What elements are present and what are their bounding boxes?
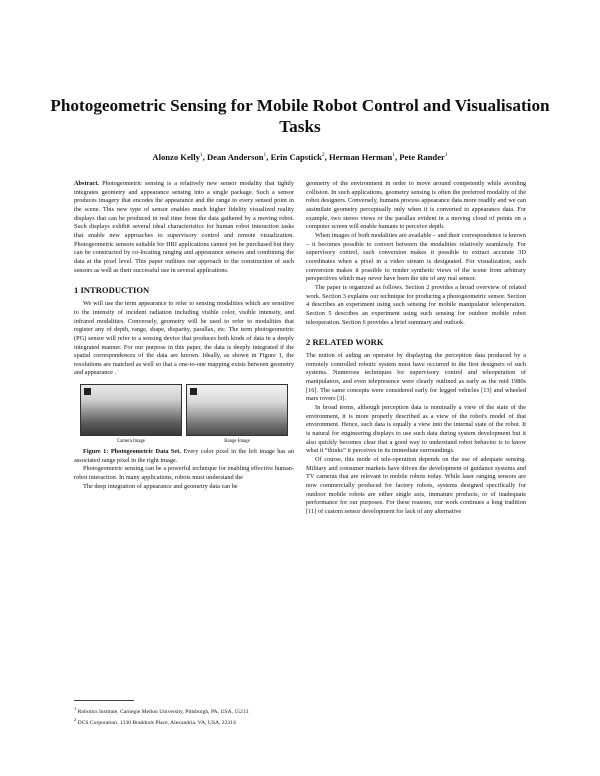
image-tag-icon	[190, 388, 197, 395]
section-heading-introduction: 1 INTRODUCTION	[74, 285, 150, 296]
camera-image	[80, 384, 182, 436]
author: Alonzo Kelly$^1$	[152, 152, 203, 162]
author-list: Alonzo Kelly$^1$, Dean Anderson$^1$, Erin Capstick$^2$, Herman Herman$^1$, Pete Rander$^1$	[152, 152, 448, 162]
paper-title: Photogeometric Sensing for Mobile Robot Control and Visualisation Tasks	[50, 96, 550, 136]
author: Dean Anderson$^1$	[206, 152, 267, 162]
related-paragraph-2: In broad terms, although perception data is nominally a view of the state of the environment, it is more properly described as a view of the robot's model of that environment. Hence, such data is equally a view into the internal state of the robot. It is natural for engineering displays to use such data during system development but it also quickly becomes clear that a good way to understand robot behavior is to know what it “thinks” it perceives in its immediate surroundings.	[306, 404, 526, 455]
intro-paragraph-1: We will use the term appearance to refer to sensing modalities which are sensitive to the intensity of incident radiation including visible color, visible intensity, and infrared modalities. Conversely, geometry will be used to refer to modalities that register any of depth, range, shape, disparity, parallax, etc. The term photogeometric (PG) sensor will refer to a sensing device that produces both kinds of data in a deeply integrated manner. For our purpose in this paper, the data is deeply integrated if the spatial correspondences of the data are known. Ideally, as shown in Figure 1, the resolutions are matched as well so that a one-to-one mapping exists between geometry and appearance .	[74, 300, 294, 377]
section-heading-related-work: 2 RELATED WORK	[306, 337, 384, 348]
right-paragraph-2: When images of both modalities are available – and their correspondence is known – it becomes possible to convert between the modalities relatively seamlessly. For supervisory control, such conversion makes it possible to extract accurate 3D coordinates when a pixel in a video stream is designated. For visualization, such conversion makes it possible to render synthetic views of the scene from arbitrary perspectives which may never have been the site of any real sensor.	[306, 231, 526, 283]
related-paragraph-3: Of course, this mode of tele-operation depends on the use of adequate sensing. Military and consumer markets have driven the development of guidance systems and TV cameras that are relevant to mobile robots today. While laser ranging sensors are now commercially produced for factory robots, systems designed specifically for outdoor mobile robots are either single axis, immature products, or of inadequate performance for our purposes. For these reasons, our work continues a long tradition [11] of custom sensor development for lack of any alternative	[306, 456, 526, 515]
right-paragraph-3: The paper is organized as follows. Section 2 provides a broad overview of related work. Section 3 explains our technique for producing a photogeometric sensor. Section 4 describes an experiment using such sensing for mobile manipulator teleoperation. Section 5 describes an experiment using such sensing for outdoor mobile robot teleoperation. Section 6 provides a brief summary and outlook.	[306, 283, 526, 326]
footnotes	[74, 700, 294, 727]
author: Herman Herman$^1$	[328, 152, 395, 162]
author: Erin Capstick$^2$	[270, 152, 325, 162]
right-column	[306, 180, 526, 517]
left-column	[74, 180, 294, 491]
footnote-divider	[74, 700, 134, 701]
footnote: $^1$ Robotics Institute, Carnegie Mellon University, Pittsburgh, PA, USA, 15213	[74, 706, 249, 715]
range-image-label: Range Image	[224, 439, 250, 445]
figure-caption-text: Every color pixel in the left image has an associated range pixel in the right image.	[74, 448, 294, 464]
figure-caption	[74, 448, 294, 465]
figure-caption-label: Figure 1: Photogeometric Data Set.	[83, 448, 181, 456]
figure-1	[74, 384, 294, 444]
right-paragraph-1: geometry of the environment in order to move around competently while avoiding collision. In such applications, geometry sensing is often the preferred modality of the robot designers. Conversely, humans process appearance data more readily and we can assimilate geometry perceptually only when it is converted to appearance data. For example, two stereo views or the parallax evident in a moving cloud of points on a computer screen will enable humans to perceive depth.	[306, 180, 526, 231]
abstract-label: Abstract.	[74, 180, 100, 187]
image-tag-icon	[84, 388, 91, 395]
abstract	[74, 180, 294, 275]
intro-paragraph-2: Photogeometric sensing can be a powerful technique for enabling effective human-robot interaction. In many applications, robots must understand the	[74, 465, 294, 482]
author: Pete Rander$^1$	[399, 152, 448, 162]
abstract-text: Photogeometric sensing is a relatively new sensor modality that tightly integrates geometry and appearance sensing into a single package. Such a sensor produces imagery that encodes the appearance and the range to every sensed point in the scene. This new type of sensor enables much higher fidelity visualized reality displays that can be produced in real time from the data gathered by a moving robot. Such displays exhibit several ideal characteristics for human robot interaction tasks that enable new approaches to supervisory control and remote visualization. Photogeometric sensors suitable for HRI applications cannot yet be purchased but they can be constructed by co-locating ranging and appearance sensors and combining the data at the pixel level. This paper outlines our approach to the construction of such sensors as well as their successful use in several applications.	[74, 180, 294, 274]
related-paragraph-1: The notion of aiding an operator by displaying the perception data produced by a remotely controlled robotic system must have occurred to the first designers of such systems. Numerous techniques for supervisory control and teleoperation of manipulators, and even telepresence were clearly outlined as early as the mid 1980s [16]. The same concepts were considered early for legged vehicles [13] and wheeled mars rovers [3].	[306, 352, 526, 403]
range-image	[186, 384, 288, 436]
footnote: $^2$ DCS Corporation. 1330 Braddock Place, Alexandria, VA, USA, 22314	[74, 717, 236, 727]
camera-image-label: Camera Image	[116, 439, 146, 445]
intro-paragraph-3: The deep integration of appearance and geometry data can be	[83, 482, 238, 490]
